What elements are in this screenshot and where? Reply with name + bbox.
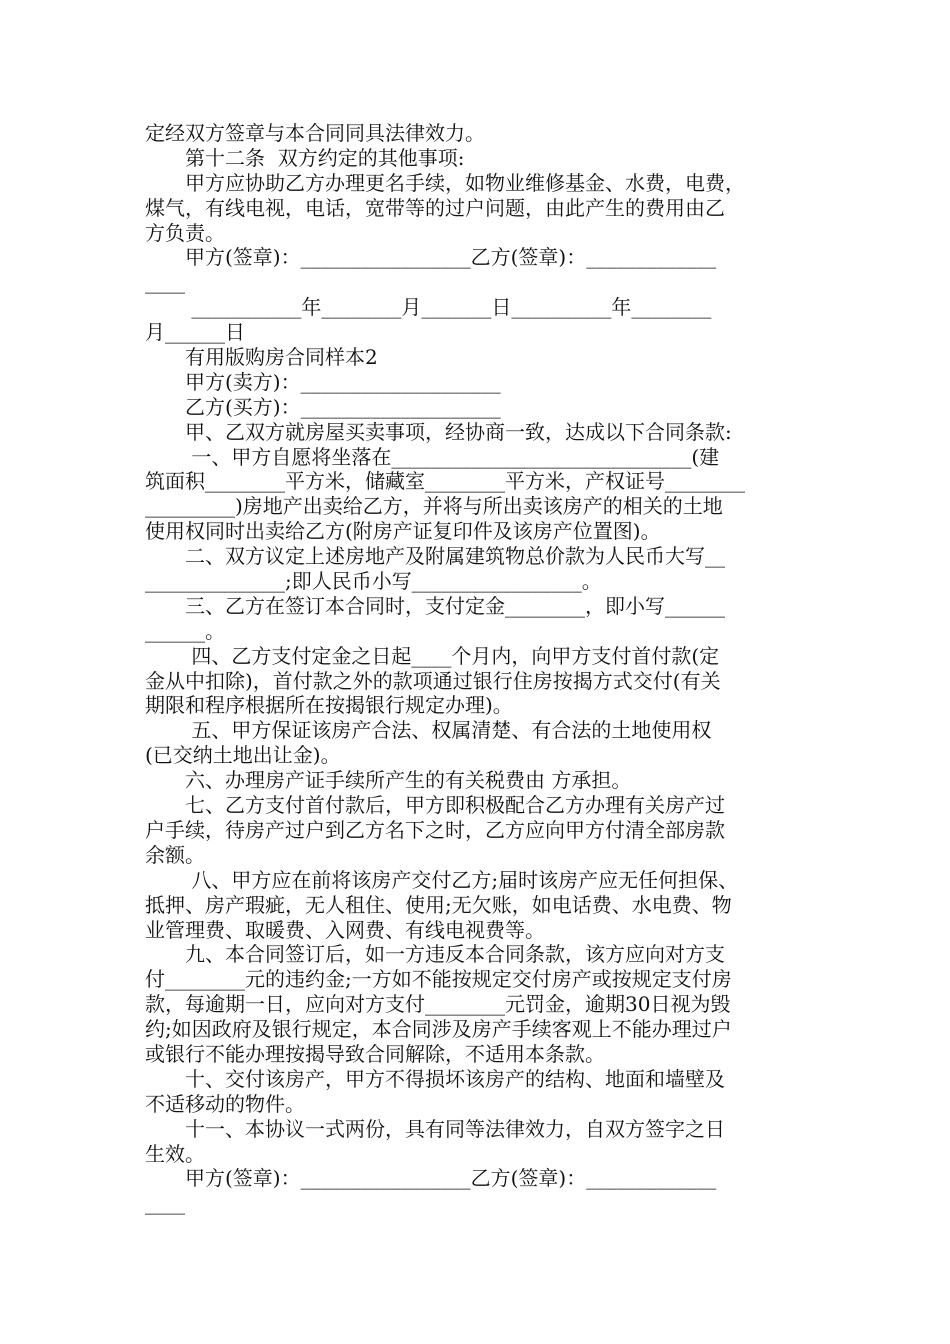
- text-line: 甲方(签章)：_________________乙方(签章)：_____________: [145, 245, 717, 270]
- text-line: 筑面积________平方米，储藏室________平方米，产权证号________: [145, 469, 745, 494]
- text-line: 月______日: [145, 320, 245, 345]
- text-line: 期限和程序根据所在按揭银行规定办理)。: [145, 693, 513, 718]
- text-line: (已交纳土地出让金)。: [145, 743, 341, 768]
- text-line: 十一、本协议一式两份，具有同等法律效力，自双方签字之日: [145, 1116, 725, 1141]
- text-line: 乙方(买方)：____________________: [145, 394, 501, 419]
- text-line: 生效。: [145, 1141, 205, 1166]
- text-line: 户手续，待房产过户到乙方名下之时，乙方应向甲方付清全部房款: [145, 817, 725, 842]
- text-line: 六、办理房产证手续所产生的有关税费由 方承担。: [145, 768, 632, 793]
- text-line: 或银行不能办理按揭导致合同解除，不适用本条款。: [145, 1041, 605, 1066]
- text-line: 有用版购房合同样本2: [145, 345, 378, 370]
- text-line: 八、甲方应在前将该房产交付乙方;届时该房产应无任何担保、: [145, 867, 739, 892]
- text-line: 业管理费、取暖费、入网费、有线电视费等。: [145, 917, 545, 942]
- text-line: 十、交付该房产，甲方不得损坏该房产的结构、地面和墙壁及: [145, 1066, 725, 1091]
- text-line: 一、甲方自愿将坐落在______________________________(建: [145, 444, 720, 469]
- text-line: 甲、乙双方就房屋买卖事项，经协商一致，达成以下合同条款:: [145, 419, 732, 444]
- text-line: 甲方(签章)：_________________乙方(签章)：_____________: [145, 1166, 717, 1191]
- text-line: 五、甲方保证该房产合法、权属清楚、有合法的土地使用权: [145, 718, 712, 743]
- text-line: ______。: [145, 618, 225, 643]
- text-line: 七、乙方支付首付款后，甲方即积极配合乙方办理有关房产过: [145, 793, 725, 818]
- text-line: 三、乙方在签订本合同时，支付定金________，即小写______: [145, 593, 725, 618]
- text-line: 款，每逾期一日，应向对方支付________元罚金，逾期30日视为毁: [145, 992, 731, 1017]
- text-line: 付________元的违约金;一方如不能按规定交付房产或按规定支付房: [145, 967, 732, 992]
- text-line: 煤气，有线电视，电话，宽带等的过户问题，由此产生的费用由乙: [145, 195, 725, 220]
- text-line: 第十二条 双方约定的其他事项:: [145, 145, 465, 170]
- text-line: 九、本合同签订后，如一方违反本合同条款，该方应向对方支: [145, 942, 725, 967]
- text-line: 余额。: [145, 842, 205, 867]
- text-line: 约;如因政府及银行规定，本合同涉及房产手续客观上不能办理过户: [145, 1017, 732, 1042]
- text-line: 定经双方签章与本合同同具法律效力。: [145, 121, 485, 145]
- text-line: 不适移动的物件。: [145, 1091, 305, 1116]
- text-line: ____: [145, 1191, 185, 1216]
- text-line: 二、双方议定上述房地产及附属建筑物总价款为人民币大写__: [145, 544, 725, 569]
- text-line: 使用权同时出卖给乙方(附房产证复印件及该房产位置图)。: [145, 519, 661, 544]
- text-line: ____: [145, 270, 185, 295]
- text-line: 方负责。: [145, 220, 225, 245]
- text-line: 抵押、房产瑕疵，无人租住、使用;无欠账，如电话费、水电费、物: [145, 892, 732, 917]
- text-line: 四、乙方支付定金之日起____个月内，向甲方支付首付款(定: [145, 643, 720, 668]
- text-line: 甲方(卖方)：____________________: [145, 369, 501, 394]
- text-line: ______________;即人民币小写_________________。: [145, 569, 602, 594]
- text-line: 甲方应协助乙方办理更名手续，如物业维修基金、水费，电费，: [145, 170, 745, 195]
- text-line: 金从中扣除)，首付款之外的款项通过银行住房按揭方式交付(有关: [145, 668, 721, 693]
- text-line: _________)房地产出卖给乙方，并将与所出卖该房产的相关的土地: [145, 494, 723, 519]
- document-page: [145, 121, 810, 1216]
- text-line: ___________年________月_______日__________年________: [145, 295, 712, 320]
